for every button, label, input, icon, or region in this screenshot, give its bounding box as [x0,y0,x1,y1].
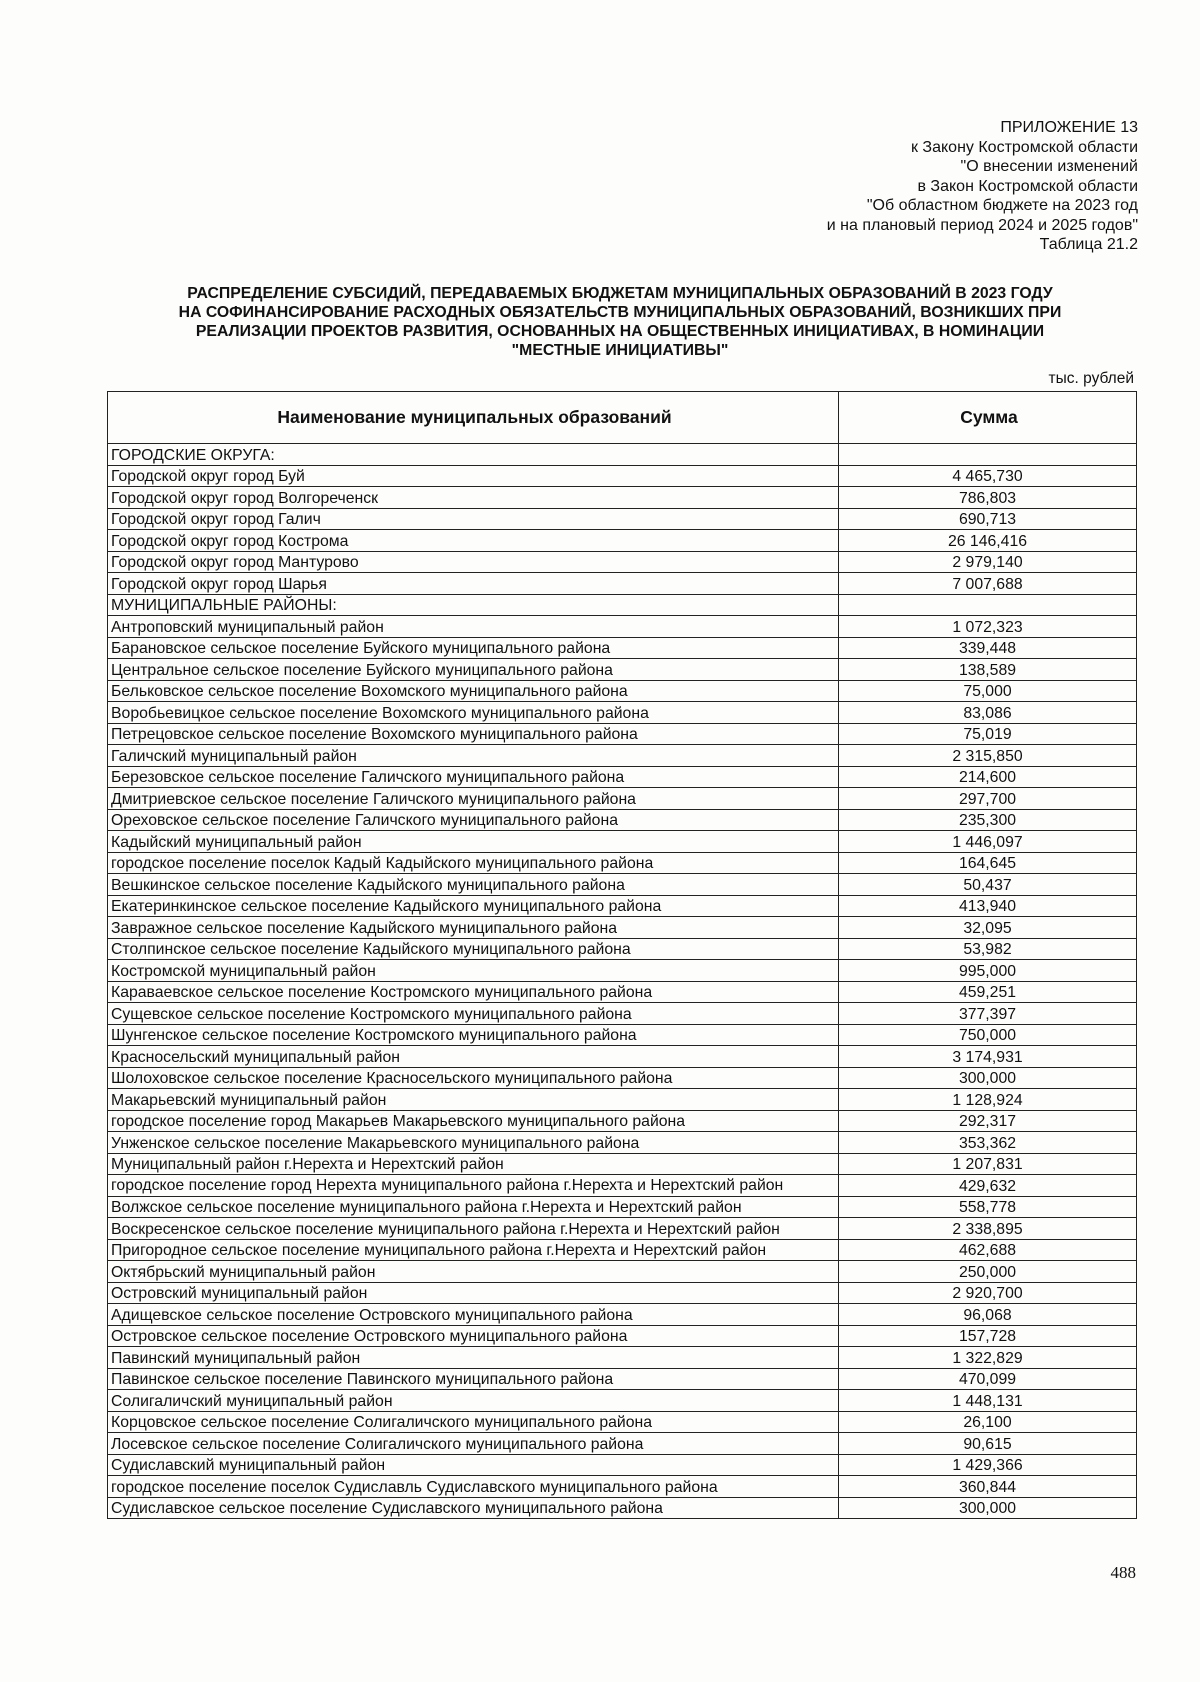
municipality-name: Столпинское сельское поселение Кадыйского муниципального района [108,938,839,960]
municipality-name: Городской округ город Мантурово [108,551,839,573]
table-row [108,1175,1137,1197]
subsidy-amount: 459,251 [839,981,1137,1003]
table-row [108,1261,1137,1283]
subsidy-amount: 214,600 [839,766,1137,788]
municipality-name: Красносельский муниципальный район [108,1046,839,1068]
table-row [108,465,1137,487]
table-row [108,616,1137,638]
table-row [108,809,1137,831]
table-row [108,1304,1137,1326]
subsidy-amount: 1 207,831 [839,1153,1137,1175]
table-row [108,680,1137,702]
municipality-name: Петрецовское сельское поселение Вохомского муниципального района [108,723,839,745]
title-line: НА СОФИНАНСИРОВАНИЕ РАСХОДНЫХ ОБЯЗАТЕЛЬСТВ МУНИЦИПАЛЬНЫХ ОБРАЗОВАНИЙ, ВОЗНИКШИХ ПРИ [178,304,1062,321]
table-row [108,1046,1137,1068]
municipality-name: Островское сельское поселение Островского муниципального района [108,1325,839,1347]
municipality-name: Павинское сельское поселение Павинского муниципального района [108,1368,839,1390]
municipality-name: Кадыйский муниципальный район [108,831,839,853]
subsidy-amount: 32,095 [839,917,1137,939]
municipality-name: Воскресенское сельское поселение муниципального района г.Нерехта и Нерехтский район [108,1218,839,1240]
table-row [108,1003,1137,1025]
municipality-name: Адищевское сельское поселение Островского муниципального района [108,1304,839,1326]
municipality-name: городское поселение город Нерехта муниципального района г.Нерехта и Нерехтский район [108,1175,839,1197]
municipality-name: Воробьевицкое сельское поселение Вохомского муниципального района [108,702,839,724]
table-row [108,895,1137,917]
municipality-name: Лосевское сельское поселение Солигаличского муниципального района [108,1433,839,1455]
table-number: Таблица 21.2 [1039,236,1138,253]
subsidy-amount: 786,803 [839,487,1137,509]
table-row [108,1089,1137,1111]
municipality-name: Судиславское сельское поселение Судиславского муниципального района [108,1497,839,1519]
subsidy-amount: 300,000 [839,1497,1137,1519]
municipality-name: ГОРОДСКИЕ ОКРУГА: [108,444,839,466]
table-row [108,444,1137,466]
municipality-name: городское поселение поселок Кадый Кадыйского муниципального района [108,852,839,874]
municipality-name: Дмитриевское сельское поселение Галичского муниципального района [108,788,839,810]
municipality-name: Корцовское сельское поселение Солигаличского муниципального района [108,1411,839,1433]
subsidy-amount: 292,317 [839,1110,1137,1132]
appendix-law-line: к Закону Костромской области [910,138,1138,156]
table-row [108,766,1137,788]
subsidy-amount: 2 979,140 [839,551,1137,573]
table-row [108,487,1137,509]
appendix-number: ПРИЛОЖЕНИЕ 13 [1000,119,1138,136]
table-row [108,1454,1137,1476]
table-row [108,1132,1137,1154]
municipality-name: Городской округ город Галич [108,508,839,530]
subsidy-amount [839,594,1137,616]
subsidy-amount: 75,019 [839,723,1137,745]
table-row [108,573,1137,595]
municipality-name: Солигаличский муниципальный район [108,1390,839,1412]
subsidy-amount: 138,589 [839,659,1137,681]
appendix-law-line: в Закон Костромской области [917,177,1138,195]
table-row [108,1218,1137,1240]
subsidy-amount: 250,000 [839,1261,1137,1283]
subsidy-amount: 1 429,366 [839,1454,1137,1476]
subsidy-amount: 2 338,895 [839,1218,1137,1240]
table-row [108,981,1137,1003]
subsidy-amount: 1 446,097 [839,831,1137,853]
table-row [108,874,1137,896]
title-line: РАСПРЕДЕЛЕНИЕ СУБСИДИЙ, ПЕРЕДАВАЕМЫХ БЮДЖЕТАМ МУНИЦИПАЛЬНЫХ ОБРАЗОВАНИЙ В 2023 ГОДУ [187,285,1053,302]
subsidy-amount: 429,632 [839,1175,1137,1197]
municipality-name: Завражное сельское поселение Кадыйского муниципального района [108,917,839,939]
subsidy-amount: 1 448,131 [839,1390,1137,1412]
subsidy-amount: 164,645 [839,852,1137,874]
table-row [108,1110,1137,1132]
municipality-name: Вешкинское сельское поселение Кадыйского муниципального района [108,874,839,896]
table-row [108,1347,1137,1369]
table-row [108,1390,1137,1412]
municipality-name: Судиславский муниципальный район [108,1454,839,1476]
table-row [108,1497,1137,1519]
subsidy-amount: 2 920,700 [839,1282,1137,1304]
municipality-name: Антроповский муниципальный район [108,616,839,638]
column-header-amount: Сумма [839,392,1137,444]
municipality-name: Шолоховское сельское поселение Красносельского муниципального района [108,1067,839,1089]
municipality-name: Городской округ город Кострома [108,530,839,552]
table-row [108,702,1137,724]
subsidy-amount: 1 128,924 [839,1089,1137,1111]
subsidy-amount: 297,700 [839,788,1137,810]
municipality-name: Галичский муниципальный район [108,745,839,767]
table-row [108,723,1137,745]
page-number: 488 [1110,1563,1136,1582]
subsidy-amount: 300,000 [839,1067,1137,1089]
municipality-name: Пригородное сельское поселение муниципального района г.Нерехта и Нерехтский район [108,1239,839,1261]
table-body [108,444,1137,1519]
municipality-name: Муниципальный район г.Нерехта и Нерехтский район [108,1153,839,1175]
table-row [108,938,1137,960]
table-header-row [108,392,1137,444]
subsidy-amount: 1 322,829 [839,1347,1137,1369]
municipality-name: Костромской муниципальный район [108,960,839,982]
municipality-name: Городской округ город Буй [108,465,839,487]
table-row [108,1476,1137,1498]
municipality-name: городское поселение город Макарьев Макарьевского муниципального района [108,1110,839,1132]
municipality-name: городское поселение поселок Судиславль Судиславского муниципального района [108,1476,839,1498]
municipality-name: Шунгенское сельское поселение Костромского муниципального района [108,1024,839,1046]
subsidy-amount: 3 174,931 [839,1046,1137,1068]
subsidy-amount: 413,940 [839,895,1137,917]
municipality-name: Октябрьский муниципальный район [108,1261,839,1283]
municipality-name: Екатеринкинское сельское поселение Кадыйского муниципального района [108,895,839,917]
subsidy-amount: 690,713 [839,508,1137,530]
subsidy-amount: 4 465,730 [839,465,1137,487]
subsidy-amount: 157,728 [839,1325,1137,1347]
appendix-law-line: и на плановый период 2024 и 2025 годов" [826,216,1138,234]
subsidy-amount: 470,099 [839,1368,1137,1390]
municipality-name: Бельковское сельское поселение Вохомского муниципального района [108,680,839,702]
table-row [108,1239,1137,1261]
table-row [108,594,1137,616]
subsidy-amount: 96,068 [839,1304,1137,1326]
subsidy-amount: 462,688 [839,1239,1137,1261]
table-row [108,1433,1137,1455]
table-row [108,1067,1137,1089]
municipality-name: Караваевское сельское поселение Костромского муниципального района [108,981,839,1003]
table-row [108,852,1137,874]
table-row [108,1196,1137,1218]
municipality-name: Павинский муниципальный район [108,1347,839,1369]
table-row [108,659,1137,681]
subsidy-amount: 750,000 [839,1024,1137,1046]
table-row [108,1153,1137,1175]
municipality-name: Островский муниципальный район [108,1282,839,1304]
municipality-name: Центральное сельское поселение Буйского муниципального района [108,659,839,681]
table-row [108,831,1137,853]
municipality-name: Макарьевский муниципальный район [108,1089,839,1111]
column-header-name: Наименование муниципальных образований [108,392,839,444]
table-row [108,1282,1137,1304]
subsidy-amount: 83,086 [839,702,1137,724]
appendix-law-line: "О внесении изменений [960,158,1138,175]
subsidy-amount: 75,000 [839,680,1137,702]
subsidy-amount: 353,362 [839,1132,1137,1154]
table-row [108,960,1137,982]
appendix-law-line: "Об областном бюджете на 2023 год [866,197,1138,214]
units-label: тыс. рублей [1048,370,1134,387]
municipality-name: Унженское сельское поселение Макарьевского муниципального района [108,1132,839,1154]
subsidy-amount: 2 315,850 [839,745,1137,767]
subsidy-amount: 26,100 [839,1411,1137,1433]
table-row [108,530,1137,552]
municipality-name: Березовское сельское поселение Галичского муниципального района [108,766,839,788]
title-line: РЕАЛИЗАЦИИ ПРОЕКТОВ РАЗВИТИЯ, ОСНОВАННЫХ НА ОБЩЕСТВЕННЫХ ИНИЦИАТИВАХ, В НОМИНАЦИИ [195,323,1045,340]
subsidy-amount: 7 007,688 [839,573,1137,595]
subsidy-amount: 360,844 [839,1476,1137,1498]
table-row [108,1368,1137,1390]
subsidy-amount [839,444,1137,466]
table-row [108,551,1137,573]
municipality-name: Сущевское сельское поселение Костромского муниципального района [108,1003,839,1025]
table-row [108,1325,1137,1347]
table-row [108,1411,1137,1433]
subsidy-amount: 26 146,416 [839,530,1137,552]
table-row [108,637,1137,659]
municipality-name: Барановское сельское поселение Буйского муниципального района [108,637,839,659]
subsidy-table [107,391,1137,1519]
table-row [108,1024,1137,1046]
title-line: "МЕСТНЫЕ ИНИЦИАТИВЫ" [511,342,729,359]
municipality-name: МУНИЦИПАЛЬНЫЕ РАЙОНЫ: [108,594,839,616]
subsidy-amount: 53,982 [839,938,1137,960]
subsidy-amount: 339,448 [839,637,1137,659]
appendix-header [827,118,1138,255]
table-row [108,917,1137,939]
subsidy-amount: 377,397 [839,1003,1137,1025]
subsidy-amount: 90,615 [839,1433,1137,1455]
subsidy-amount: 995,000 [839,960,1137,982]
document-title [100,284,1140,360]
subsidy-amount: 1 072,323 [839,616,1137,638]
table-row [108,508,1137,530]
subsidy-amount: 558,778 [839,1196,1137,1218]
subsidy-amount: 235,300 [839,809,1137,831]
municipality-name: Ореховское сельское поселение Галичского муниципального района [108,809,839,831]
municipality-name: Волжское сельское поселение муниципального района г.Нерехта и Нерехтский район [108,1196,839,1218]
subsidy-amount: 50,437 [839,874,1137,896]
municipality-name: Городской округ город Волгореченск [108,487,839,509]
table-row [108,745,1137,767]
table-row [108,788,1137,810]
municipality-name: Городской округ город Шарья [108,573,839,595]
